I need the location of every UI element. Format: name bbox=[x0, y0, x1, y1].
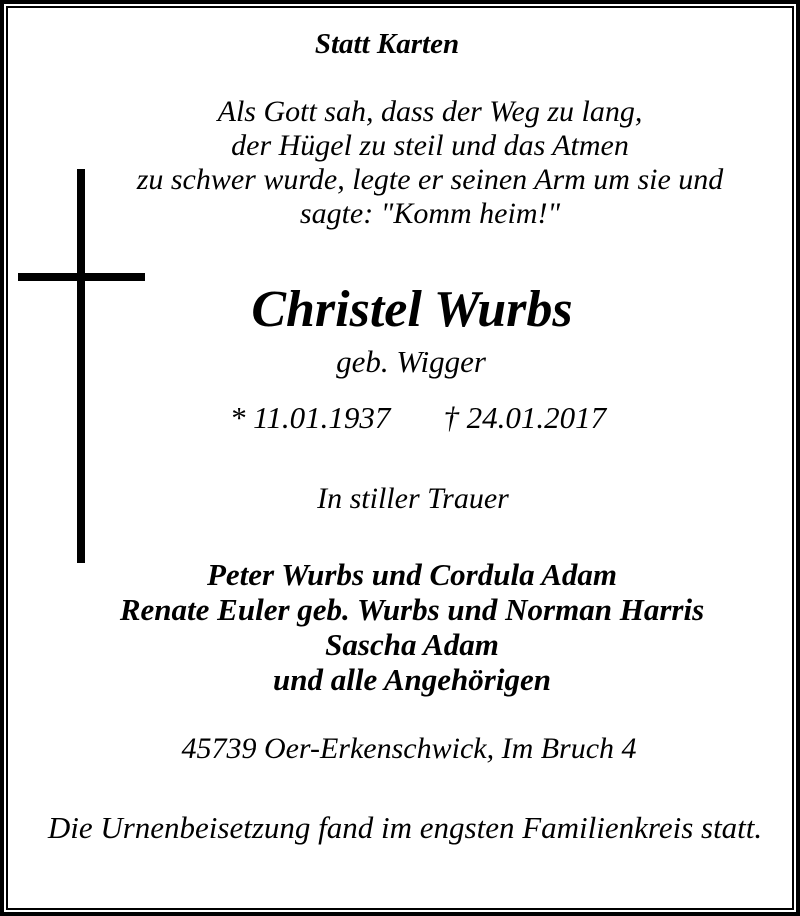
cross-icon-horizontal-bar bbox=[18, 273, 145, 281]
poem-line: zu schwer wurde, legte er seinen Arm um sie und bbox=[136, 163, 724, 196]
poem-line: sagte: "Komm heim!" bbox=[299, 197, 561, 230]
birth-date: * 11.01.1937 bbox=[229, 400, 391, 435]
closing-line: Die Urnenbeisetzung fand im engsten Familienkreis statt. bbox=[47, 810, 763, 845]
mourner-line: und alle Angehörigen bbox=[273, 662, 551, 697]
condolence-poem bbox=[30, 95, 800, 231]
death-date: † 24.01.2017 bbox=[443, 400, 607, 435]
mourner-line: Sascha Adam bbox=[325, 627, 499, 662]
mourner-line: Renate Euler geb. Wurbs und Norman Harris bbox=[119, 592, 705, 627]
mourner-line: Peter Wurbs und Cordula Adam bbox=[206, 557, 617, 592]
poem-line: der Hügel zu steil und das Atmen bbox=[231, 129, 629, 162]
maiden-name: geb. Wigger bbox=[336, 344, 486, 379]
life-dates bbox=[18, 400, 800, 436]
deceased-name: Christel Wurbs bbox=[251, 281, 573, 338]
mourners-list bbox=[12, 557, 800, 697]
mourning-intro: In stiller Trauer bbox=[317, 482, 509, 515]
address-line: 45739 Oer-Erkenschwick, Im Bruch 4 bbox=[181, 732, 637, 765]
pre-header: Statt Karten bbox=[314, 28, 460, 60]
poem-line: Als Gott sah, dass der Weg zu lang, bbox=[217, 95, 643, 128]
